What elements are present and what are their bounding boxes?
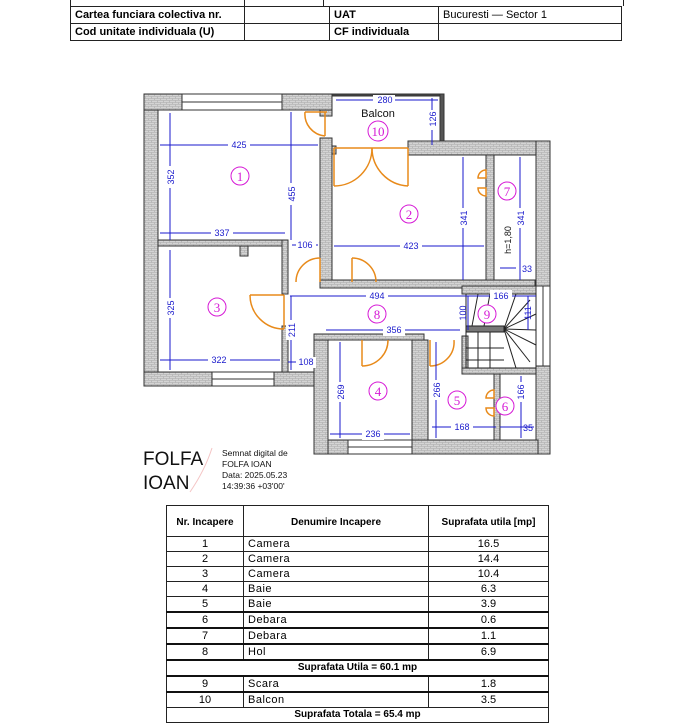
cell-area: 1.8 xyxy=(429,676,549,692)
subtotal-row xyxy=(167,660,549,676)
total-row xyxy=(167,708,549,723)
svg-text:8: 8 xyxy=(373,307,381,322)
table-row xyxy=(167,582,549,597)
svg-text:280: 280 xyxy=(377,95,393,105)
cell-name: Camera xyxy=(244,537,429,552)
table-row xyxy=(167,597,549,613)
svg-text:341: 341 xyxy=(459,210,469,226)
svg-text:100: 100 xyxy=(458,305,468,321)
cell-area: 16.5 xyxy=(429,537,549,552)
total-text: Suprafata Totala = 65.4 mp xyxy=(167,708,549,723)
svg-text:108: 108 xyxy=(298,357,314,367)
svg-text:266: 266 xyxy=(432,382,442,398)
signature-name xyxy=(143,448,203,496)
cell-nr: 9 xyxy=(167,676,244,692)
table-row xyxy=(167,644,549,660)
signature-name-line: FOLFA xyxy=(143,449,204,470)
cell-name: Baie xyxy=(244,597,429,613)
svg-text:3: 3 xyxy=(213,300,221,315)
signature-info-line: FOLFA IOAN xyxy=(222,459,272,469)
cell-nr: 1 xyxy=(167,537,244,552)
cell-name: Balcon xyxy=(244,692,429,708)
svg-text:35: 35 xyxy=(522,423,534,433)
signature-info-line: 14:39:36 +03'00' xyxy=(222,481,285,491)
table-row xyxy=(167,628,549,644)
cell-nr: 10 xyxy=(167,692,244,708)
cell-nr: 7 xyxy=(167,628,244,644)
svg-text:4: 4 xyxy=(374,384,382,399)
svg-text:9: 9 xyxy=(483,307,491,322)
cell-area: 10.4 xyxy=(429,567,549,582)
svg-text:5: 5 xyxy=(453,393,461,408)
svg-text:341: 341 xyxy=(516,210,526,226)
cell-nr: 4 xyxy=(167,582,244,597)
area-table-header xyxy=(167,506,549,537)
svg-text:455: 455 xyxy=(287,186,297,202)
balcony-label: Balcon xyxy=(361,108,395,120)
table-row xyxy=(167,692,549,708)
cell-nr: 5 xyxy=(167,597,244,613)
svg-text:166: 166 xyxy=(493,291,509,301)
svg-text:2: 2 xyxy=(405,207,413,222)
cell-name: Baie xyxy=(244,582,429,597)
table-row xyxy=(167,676,549,692)
cell-name: Camera xyxy=(244,552,429,567)
cell-name: Debara xyxy=(244,628,429,644)
signature-name-line: IOAN xyxy=(143,473,190,494)
svg-text:h=1,80: h=1,80 xyxy=(503,226,513,254)
header-nr: Nr. Incapere xyxy=(167,506,244,537)
svg-text:126: 126 xyxy=(428,111,438,127)
header-label: UAT xyxy=(330,7,439,24)
signature-info-line: Data: 2025.05.23 xyxy=(222,470,288,480)
svg-text:33: 33 xyxy=(521,264,533,274)
staircase xyxy=(466,294,536,368)
header-value: Bucuresti — Sector 1 xyxy=(439,7,622,24)
svg-text:269: 269 xyxy=(336,384,346,400)
cell-name: Scara xyxy=(244,676,429,692)
cell-area: 0.6 xyxy=(429,612,549,628)
cell-name: Hol xyxy=(244,644,429,660)
cell-nr: 2 xyxy=(167,552,244,567)
table-row xyxy=(167,567,549,582)
svg-text:111: 111 xyxy=(523,306,533,320)
svg-text:356: 356 xyxy=(386,325,402,335)
svg-text:168: 168 xyxy=(454,422,470,432)
header-area: Suprafata utila [mp] xyxy=(429,506,549,537)
svg-text:211: 211 xyxy=(287,322,297,338)
cell-area: 14.4 xyxy=(429,552,549,567)
svg-text:6: 6 xyxy=(501,399,509,414)
svg-text:494: 494 xyxy=(369,291,385,301)
svg-text:1: 1 xyxy=(236,169,244,184)
svg-text:10: 10 xyxy=(371,124,385,139)
cell-area: 6.9 xyxy=(429,644,549,660)
subtotal-text: Suprafata Utila = 60.1 mp xyxy=(167,660,549,676)
cell-nr: 6 xyxy=(167,612,244,628)
svg-text:106: 106 xyxy=(297,240,313,250)
svg-text:325: 325 xyxy=(166,300,176,316)
svg-text:322: 322 xyxy=(211,355,227,365)
header-label: Cartea funciara colectiva nr. xyxy=(71,7,245,24)
area-table xyxy=(166,505,549,723)
cell-nr: 8 xyxy=(167,644,244,660)
cell-area: 3.5 xyxy=(429,692,549,708)
svg-text:337: 337 xyxy=(214,228,230,238)
table-row xyxy=(167,537,549,552)
signature-info xyxy=(222,448,288,492)
cell-nr: 3 xyxy=(167,567,244,582)
cell-name: Camera xyxy=(244,567,429,582)
table-row xyxy=(167,552,549,567)
header-name: Denumire Incapere xyxy=(244,506,429,537)
svg-text:7: 7 xyxy=(503,184,511,199)
cell-area: 3.9 xyxy=(429,597,549,613)
svg-text:166: 166 xyxy=(516,384,526,400)
cell-name: Debara xyxy=(244,612,429,628)
signature-info-line: Semnat digital de xyxy=(222,448,288,458)
svg-text:423: 423 xyxy=(403,241,419,251)
header-label: Cod unitate individuala (U) xyxy=(71,24,245,41)
header-label: CF individuala xyxy=(330,24,439,41)
cell-area: 6.3 xyxy=(429,582,549,597)
svg-text:425: 425 xyxy=(231,140,247,150)
table-row xyxy=(167,612,549,628)
svg-text:236: 236 xyxy=(365,429,381,439)
svg-text:352: 352 xyxy=(166,169,176,185)
cell-area: 1.1 xyxy=(429,628,549,644)
